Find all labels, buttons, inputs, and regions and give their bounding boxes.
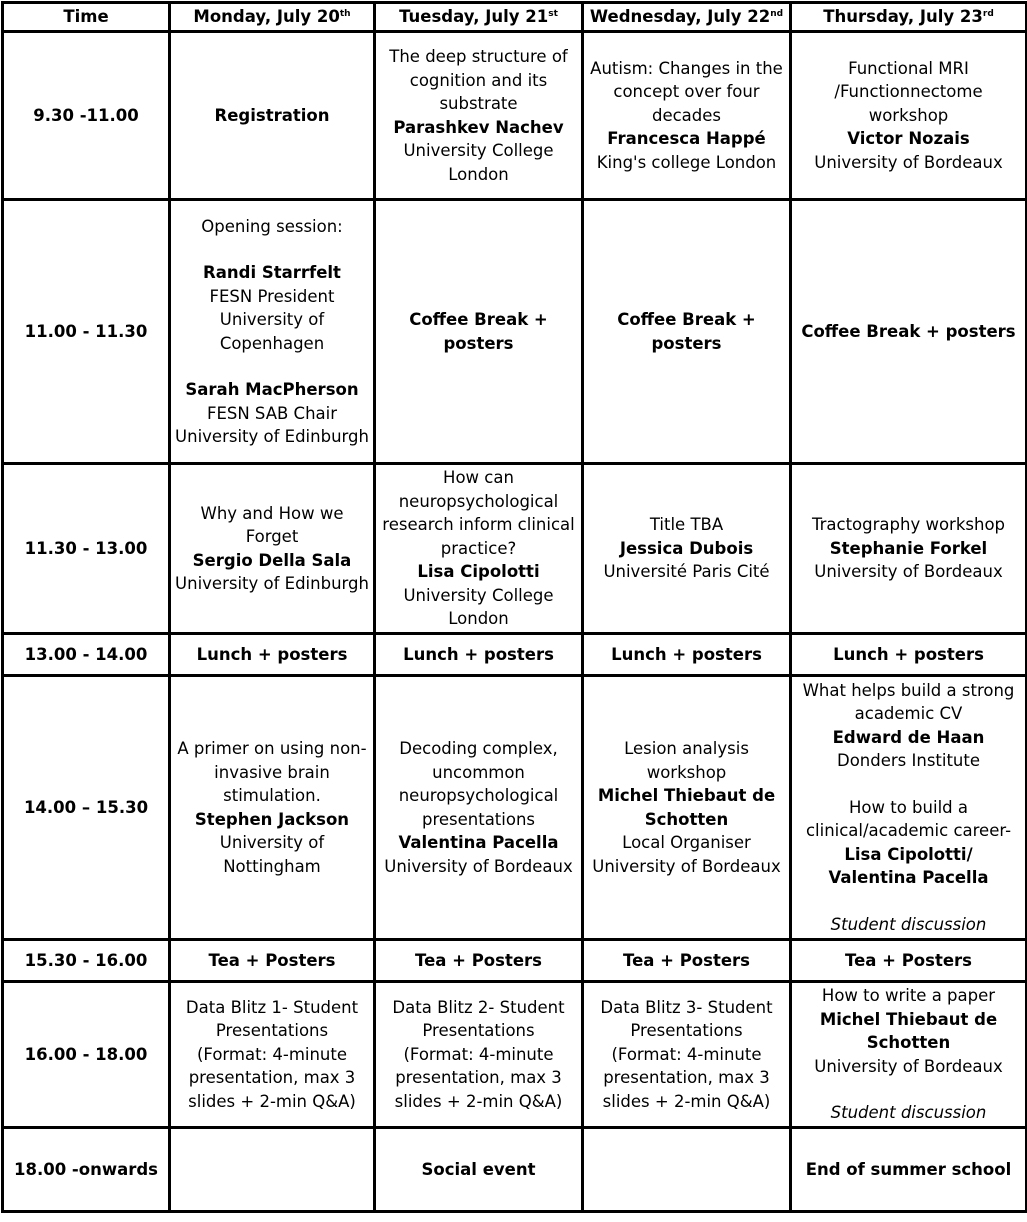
cell-wednesday xyxy=(583,32,791,200)
cell-thursday xyxy=(791,982,1027,1128)
speaker-role: Local Organiser xyxy=(622,833,751,852)
session-title: Tea + Posters xyxy=(845,950,972,970)
session-title: Data Blitz 1- Student Presentations xyxy=(185,997,359,1041)
affiliation: University of Bordeaux xyxy=(814,1056,1003,1076)
affiliation: University of Bordeaux xyxy=(814,562,1003,582)
session-title: Opening session: xyxy=(201,216,343,236)
session-title: Tea + Posters xyxy=(415,950,542,970)
cell-tuesday xyxy=(375,1128,583,1212)
speaker-role: FESN President xyxy=(209,286,335,306)
cell-wednesday xyxy=(583,982,791,1128)
session-title: Lunch + posters xyxy=(403,644,554,664)
speaker-name: Jessica Dubois xyxy=(619,538,754,558)
session-title: Registration xyxy=(214,105,330,125)
affiliation: University of Bordeaux xyxy=(592,856,781,876)
header-day-tuesday: Tuesday, July 21st xyxy=(375,3,583,32)
row-1400 xyxy=(3,676,1027,940)
session-title: Lesion analysis workshop xyxy=(624,739,749,782)
affiliation: King's college London xyxy=(596,152,777,172)
session-note: Student discussion xyxy=(830,1103,987,1123)
affiliation: University of Edinburgh xyxy=(175,574,369,593)
cell-tuesday xyxy=(375,32,583,200)
row-1530 xyxy=(3,940,1027,982)
cell-wednesday xyxy=(583,1128,791,1212)
speaker-name: Edward de Haan xyxy=(832,727,985,747)
speaker-name: Victor Nozais xyxy=(847,129,970,149)
affiliation: University of Copenhagen xyxy=(219,310,325,353)
cell-monday xyxy=(170,982,375,1128)
speaker-name: Sergio Della Sala xyxy=(192,550,352,570)
cell-monday xyxy=(170,200,375,464)
time-cell: 13.00 - 14.00 xyxy=(3,634,170,676)
row-1800 xyxy=(3,1128,1027,1212)
speaker-name: Michel Thiebaut de Schotten xyxy=(597,786,776,829)
speaker-name: Stephanie Forkel xyxy=(829,538,988,558)
session-title: Lunch + posters xyxy=(196,644,348,664)
cell-thursday xyxy=(791,200,1027,464)
speaker-name: Lisa Cipolotti xyxy=(417,562,540,582)
session-format: (Format: 4-minute presentation, max 3 slides + 2-min Q&A) xyxy=(394,1044,563,1111)
cell-monday xyxy=(170,464,375,634)
affiliation: University of Bordeaux xyxy=(814,152,1003,172)
time-cell: 11.30 - 13.00 xyxy=(3,464,170,634)
session-title: Data Blitz 2- Student Presentations xyxy=(392,997,565,1041)
speaker-name: Francesca Happé xyxy=(607,129,766,149)
cell-thursday xyxy=(791,32,1027,200)
affiliation: University of Edinburgh xyxy=(175,427,369,446)
header-day-wednesday: Wednesday, July 22nd xyxy=(583,3,791,32)
affiliation: University College London xyxy=(403,585,554,629)
session-title: Lunch + posters xyxy=(833,644,984,664)
row-1100 xyxy=(3,200,1027,464)
time-cell: 18.00 -onwards xyxy=(3,1128,170,1212)
cell-monday xyxy=(170,1128,375,1212)
row-1600 xyxy=(3,982,1027,1128)
session-title: Coffee Break + posters xyxy=(617,310,756,353)
cell-wednesday xyxy=(583,200,791,464)
session-title: What helps build a strong academic CV xyxy=(802,680,1015,724)
header-day-thursday: Thursday, July 23rd xyxy=(791,3,1027,32)
speaker-name: Valentina Pacella xyxy=(828,868,989,888)
cell-wednesday xyxy=(583,940,791,982)
session-title: The deep structure of cognition and its substrate xyxy=(389,47,568,113)
session-note: Student discussion xyxy=(830,914,987,934)
time-cell: 9.30 -11.00 xyxy=(3,32,170,200)
speaker-name: Sarah MacPherson xyxy=(185,380,359,399)
cell-tuesday xyxy=(375,634,583,676)
cell-tuesday xyxy=(375,940,583,982)
speaker-name: Stephen Jackson xyxy=(194,809,350,829)
affiliation: University College London xyxy=(403,141,554,184)
speaker-name: Lisa Cipolotti/ xyxy=(844,844,973,864)
session-title: Social event xyxy=(421,1159,536,1179)
cell-tuesday xyxy=(375,676,583,940)
session-title: Autism: Changes in the concept over four decades xyxy=(590,58,783,125)
affiliation: University of Nottingham xyxy=(219,833,325,876)
cell-thursday xyxy=(791,940,1027,982)
session-title: A primer on using non-invasive brain stimulation. xyxy=(177,739,367,805)
session-title: Title TBA xyxy=(649,515,724,535)
session-title: Functional MRI /Functionnectome workshop xyxy=(834,58,983,125)
session-title: End of summer school xyxy=(805,1159,1012,1179)
cell-monday xyxy=(170,676,375,940)
schedule-table xyxy=(1,1,1027,1213)
cell-tuesday xyxy=(375,464,583,634)
speaker-name: Michel Thiebaut de Schotten xyxy=(819,1009,998,1053)
cell-tuesday xyxy=(375,982,583,1128)
session-title: Decoding complex, uncommon neuropsychological presentations xyxy=(398,739,559,829)
cell-wednesday xyxy=(583,464,791,634)
cell-monday xyxy=(170,32,375,200)
cell-thursday xyxy=(791,676,1027,940)
speaker-name: Valentina Pacella xyxy=(398,833,559,852)
session-title: Lunch + posters xyxy=(611,644,762,664)
session-title: Coffee Break + posters xyxy=(801,321,1016,341)
cell-monday xyxy=(170,634,375,676)
session-title: Tea + Posters xyxy=(623,950,750,970)
time-cell: 15.30 - 16.00 xyxy=(3,940,170,982)
session-title: Tea + Posters xyxy=(208,950,336,970)
row-1300 xyxy=(3,634,1027,676)
session-title: Tractography workshop xyxy=(811,515,1006,535)
session-title: How can neuropsychological research inform clinical practice? xyxy=(382,468,575,558)
cell-monday xyxy=(170,940,375,982)
cell-wednesday xyxy=(583,634,791,676)
row-0930 xyxy=(3,32,1027,200)
cell-thursday xyxy=(791,1128,1027,1212)
header-day-monday: Monday, July 20th xyxy=(170,3,375,32)
time-cell: 14.00 – 15.30 xyxy=(3,676,170,940)
session-title-2: How to build a clinical/academic career- Lisa Cipolotti/ xyxy=(805,797,1012,864)
time-cell: 11.00 - 11.30 xyxy=(3,200,170,464)
affiliation: Donders Institute xyxy=(836,751,981,771)
header-row xyxy=(3,3,1027,32)
affiliation: Université Paris Cité xyxy=(603,562,770,582)
speaker-name: Parashkev Nachev xyxy=(393,117,564,137)
session-title: How to write a paper xyxy=(821,986,996,1006)
row-1130 xyxy=(3,464,1027,634)
session-format: (Format: 4-minute presentation, max 3 slides + 2-min Q&A) xyxy=(188,1044,356,1111)
speaker-role: FESN SAB Chair xyxy=(206,403,338,423)
session-title: Coffee Break + posters xyxy=(409,310,548,353)
time-cell: 16.00 - 18.00 xyxy=(3,982,170,1128)
cell-thursday xyxy=(791,464,1027,634)
session-format: (Format: 4-minute presentation, max 3 slides + 2-min Q&A) xyxy=(602,1044,771,1111)
header-time: Time xyxy=(3,3,170,32)
session-title: Data Blitz 3- Student Presentations xyxy=(600,997,773,1041)
cell-thursday xyxy=(791,634,1027,676)
cell-tuesday xyxy=(375,200,583,464)
cell-wednesday xyxy=(583,676,791,940)
speaker-name: Randi Starrfelt xyxy=(203,263,341,282)
session-title: Why and How we Forget xyxy=(200,503,344,546)
affiliation: University of Bordeaux xyxy=(384,856,573,876)
